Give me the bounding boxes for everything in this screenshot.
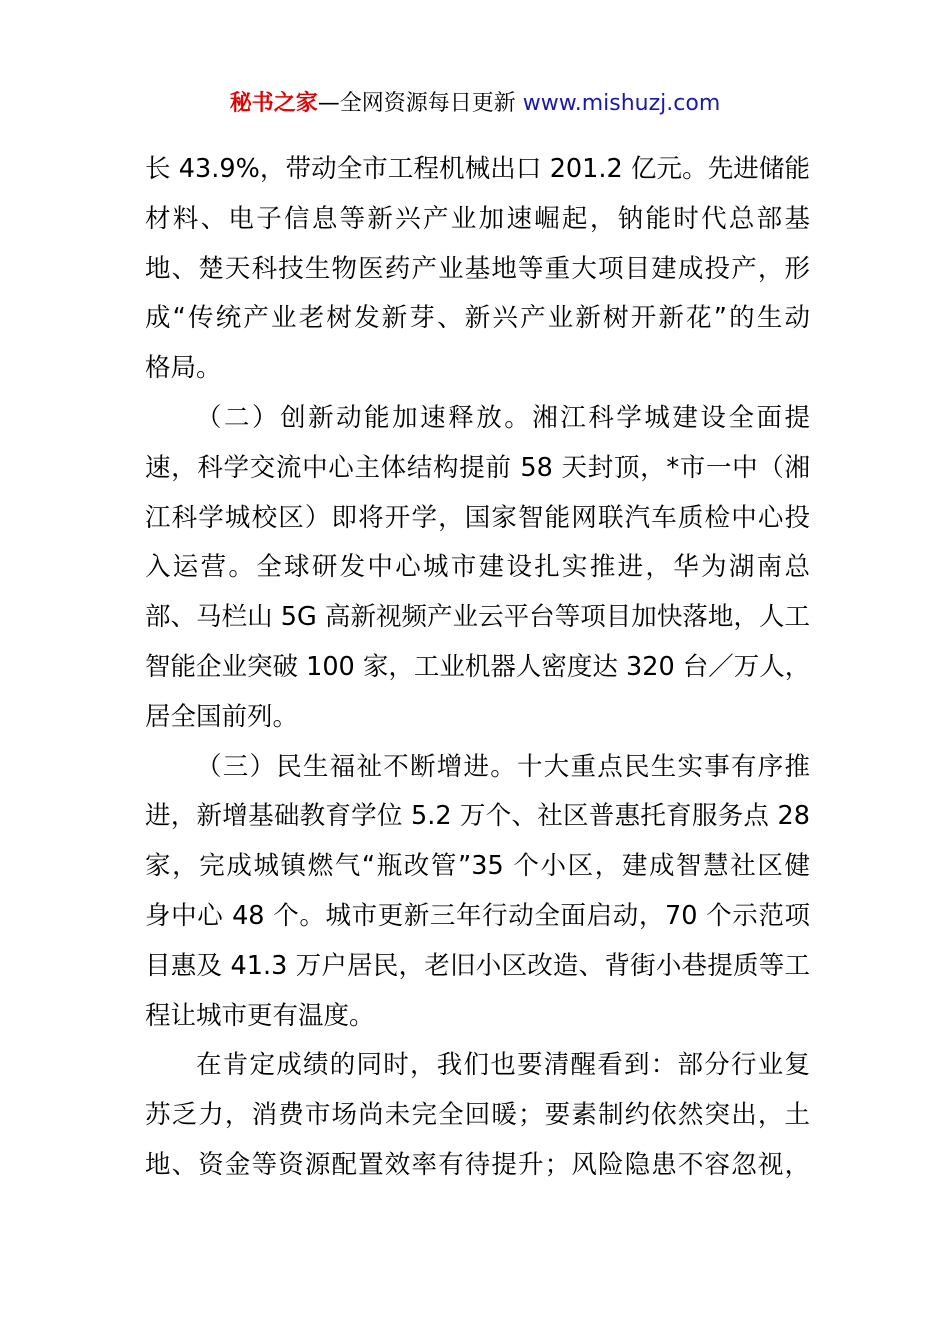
text-line: 部、马栏山 5G 高新视频产业云平台等项目加快落地，人工	[145, 602, 810, 633]
text-line: 苏乏力，消费市场尚未完全回暖；要素制约依然突出，土	[145, 1100, 810, 1131]
paragraph-innovation	[145, 394, 810, 743]
text-line: 地、楚天科技生物医药产业基地等重大项目建成投产，形	[145, 253, 810, 284]
text-line: 速，科学交流中心主体结构提前 58 天封顶，*市一中（湘	[145, 452, 810, 483]
text-line: 格局。	[145, 353, 222, 384]
text-line: 入运营。全球研发中心城市建设扎实推进，华为湖南总	[145, 552, 810, 583]
text-line: （二）创新动能加速释放。湘江科学城建设全面提	[196, 402, 810, 433]
text-line: 进，新增基础教育学位 5.2 万个、社区普惠托育服务点 28	[145, 801, 810, 832]
text-line: 智能企业突破 100 家，工业机器人密度达 320 台／万人，	[145, 651, 811, 682]
text-line: 家，完成城镇燃气“瓶改管”35 个小区，建成智慧社区健	[145, 851, 810, 882]
text-line: （三）民生福祉不断增进。十大重点民生实事有序推	[196, 751, 810, 782]
site-url-link[interactable]: www.mishuzj.com	[522, 91, 721, 116]
paragraph-challenges	[145, 1041, 810, 1190]
text-line: 在肯定成绩的同时，我们也要清醒看到：部分行业复	[196, 1050, 810, 1081]
text-line: 程让城市更有温度。	[145, 1000, 375, 1031]
text-line: 长 43.9%，带动全市工程机械出口 201.2 亿元。先进储能	[145, 154, 810, 184]
paragraph-industry	[145, 145, 810, 394]
text-line: 江科学城校区）即将开学，国家智能网联汽车质检中心投	[145, 502, 810, 533]
text-line: 居全国前列。	[145, 701, 299, 732]
text-line: 成“传统产业老树发新芽、新兴产业新树开新花”的生动	[145, 303, 810, 334]
brand-name: 秘书之家	[229, 91, 318, 116]
text-line: 材料、电子信息等新兴产业加速崛起，钠能时代总部基	[145, 203, 810, 234]
page-header	[0, 88, 950, 120]
header-tagline: —全网资源每日更新	[317, 91, 516, 116]
text-line: 目惠及 41.3 万户居民，老旧小区改造、背街小巷提质等工	[145, 950, 810, 981]
document-body	[145, 145, 810, 1191]
paragraph-livelihood	[145, 743, 810, 1042]
text-line: 身中心 48 个。城市更新三年行动全面启动，70 个示范项	[145, 900, 810, 931]
text-line: 地、资金等资源配置效率有待提升；风险隐患不容忽视，	[145, 1149, 810, 1180]
